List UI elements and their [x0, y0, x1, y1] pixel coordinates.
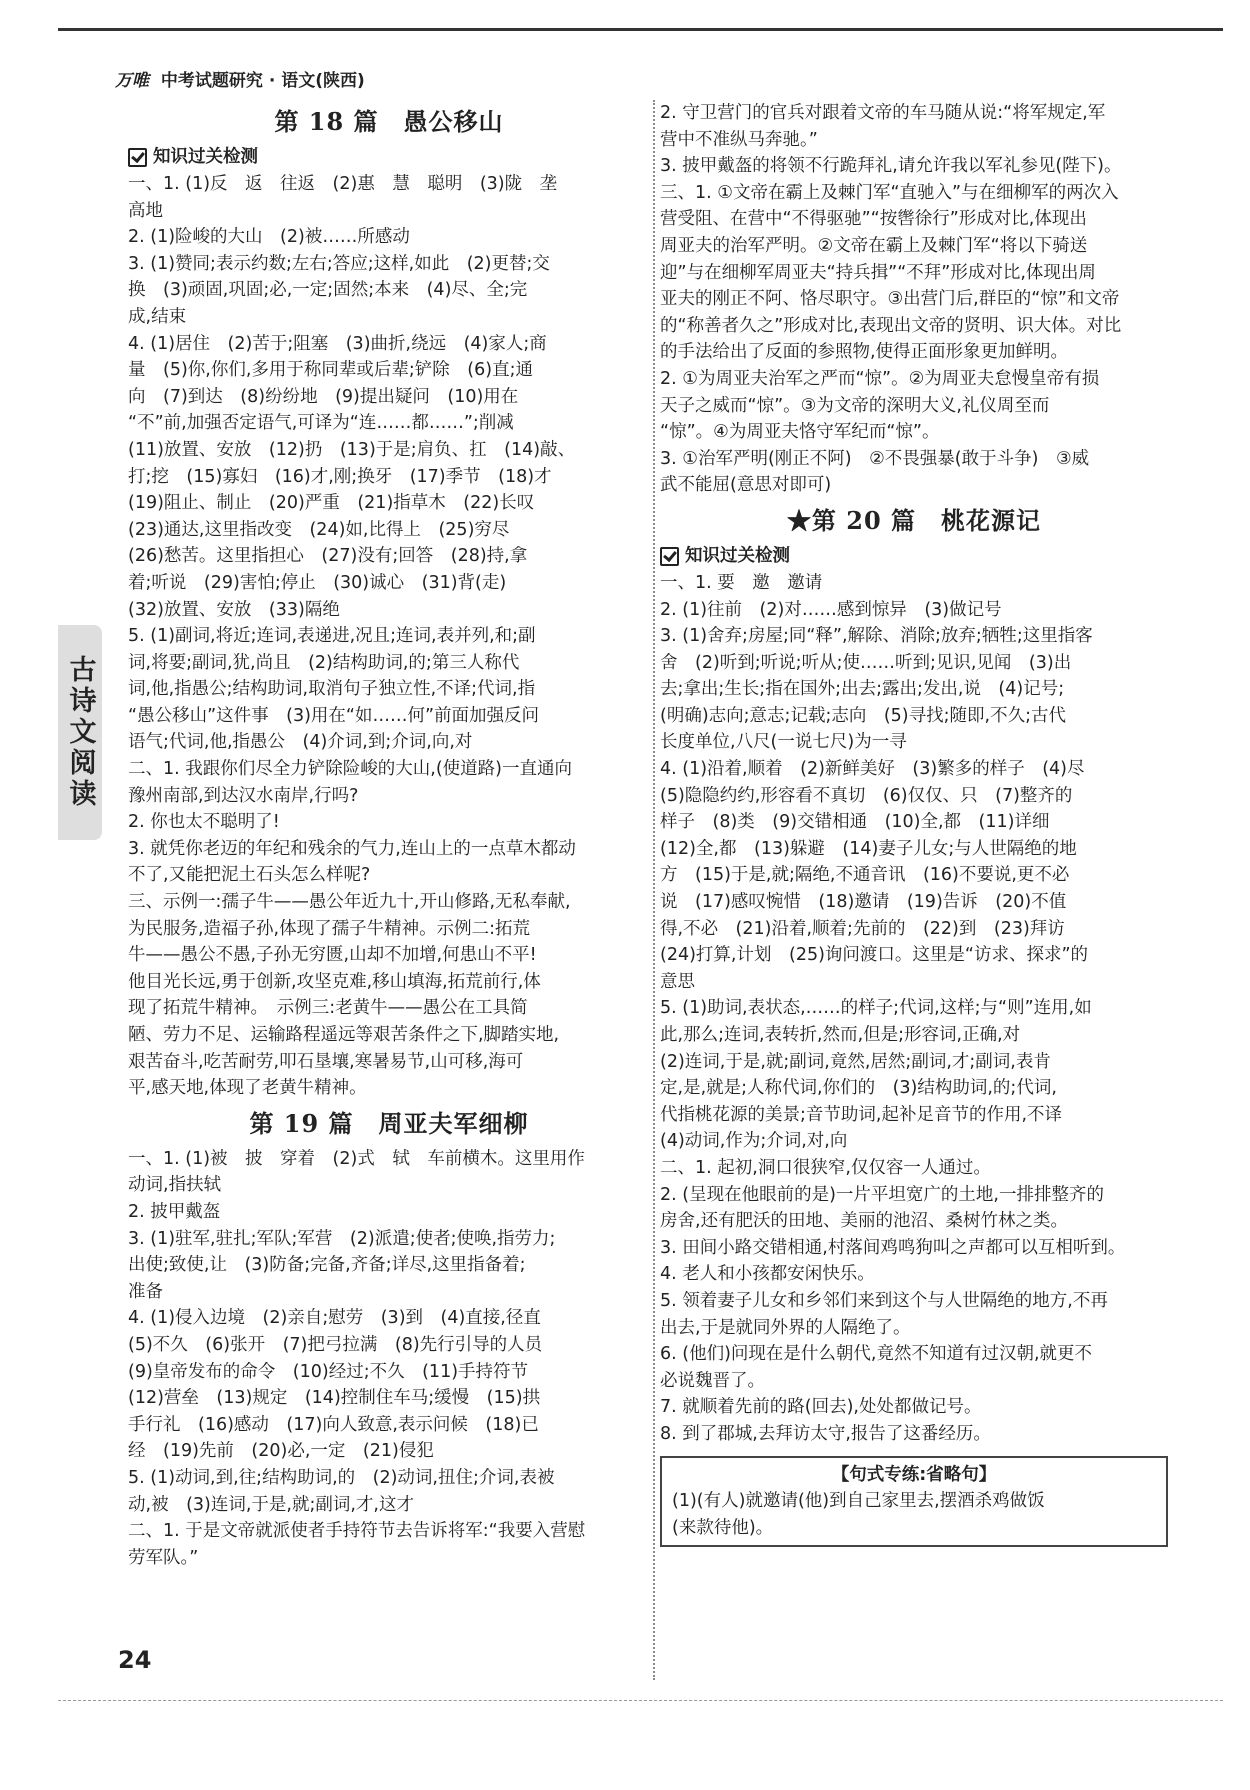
answer-line: (12)营垒 (13)规定 (14)控制住车马;缓慢 (15)拱: [128, 1388, 541, 1409]
answer-line: 3. (1)舍弃;房屋;同“释”,解除、消除;放弃;牺牲;这里指客: [660, 626, 1093, 647]
top-rule: [58, 28, 1223, 31]
answer-line: 3. ①治军严明(刚正不阿) ②不畏强暴(敢于斗争) ③威: [660, 448, 1090, 469]
column-divider: [653, 100, 655, 1680]
answer-line: 5. (1)助词,表状态,……的样子;代词,这样;与“则”连用,如: [660, 998, 1092, 1019]
answer-line: 3. 田间小路交错相通,村落间鸡鸣狗叫之声都可以互相听到。: [660, 1237, 1126, 1258]
answer-line: 2. 守卫营门的官兵对跟着文帝的车马随从说:“将军规定,军: [660, 103, 1106, 123]
answer-line: 亚夫的刚正不阿、恪尽职守。③出营门后,群臣的“惊”和文帝: [660, 289, 1120, 310]
answer-line: 样子 (8)类 (9)交错相通 (10)全,都 (11)详细: [660, 812, 1050, 833]
header-title: 中考试题研究 · 语文(陕西): [160, 71, 365, 91]
answer-line: 3. (1)驻军,驻扎;军队;军营 (2)派遣;使者;使唤,指劳力;: [128, 1228, 556, 1249]
answer-line: 2. 你也太不聪明了!: [128, 812, 280, 833]
answer-line: (4)动词,作为;介词,对,向: [660, 1131, 848, 1152]
answer-line: 劳军队。”: [128, 1547, 199, 1568]
answer-line: 陋、劳力不足、运输路程遥远等艰苦条件之下,脚踏实地,: [128, 1025, 560, 1045]
answer-line: 必说魏晋了。: [660, 1370, 765, 1391]
answer-line: 二、1. 起初,洞口很狭窄,仅仅容一人通过。: [660, 1157, 991, 1178]
box-lines: [672, 1488, 1156, 1541]
answer-line: 2. 披甲戴盔: [128, 1201, 221, 1222]
answer-line: 说 (17)感叹惋惜 (18)邀请 (19)告诉 (20)不值: [660, 892, 1067, 913]
answer-line: 艰苦奋斗,吃苦耐劳,叩石垦壤,寒暑易节,山可移,海可: [128, 1051, 524, 1072]
answer-line: 准备: [128, 1281, 163, 1302]
answer-line: 手行礼 (16)感动 (17)向人致意,表示问候 (18)已: [128, 1414, 539, 1435]
answer-line: 3. 披甲戴盔的将领不行跪拜礼,请允许我以军礼参见(陛下)。: [660, 156, 1122, 177]
answer-line: (5)隐隐约约,形容看不真切 (6)仅仅、只 (7)整齐的: [660, 785, 1073, 806]
answer-line: 5. 领着妻子儿女和乡邻们来到这个与人世隔绝的地方,不再: [660, 1290, 1108, 1311]
chapter-18-title: 第 18 篇 愚公移山: [274, 107, 504, 136]
section-header: [128, 144, 650, 171]
answer-line: 周亚夫的治军严明。②文帝在霸上及棘门军“将以下骑送: [660, 235, 1088, 256]
answer-line: (19)阻止、制止 (20)严重 (21)指草木 (22)长叹: [128, 493, 535, 514]
answer-line: “不”前,加强否定语气,可译为“连……都……”;削减: [128, 413, 514, 434]
page-number: 24: [118, 1646, 152, 1674]
answer-line: 他目光长远,勇于创新,攻坚克难,移山填海,拓荒前行,体: [128, 971, 541, 992]
side-tab: [58, 625, 102, 840]
answer-line: (2)连词,于是,就;副词,竟然,居然;副词,才;副词,表肯: [660, 1051, 1051, 1072]
answer-line: 4. (1)侵入边境 (2)亲自;慰劳 (3)到 (4)直接,径直: [128, 1308, 541, 1329]
answer-line: 5. (1)动词,到,往;结构助词,的 (2)动词,扭住;介词,表被: [128, 1467, 555, 1488]
answer-line: 打;挖 (15)寡妇 (16)才,刚;换牙 (17)季节 (18)才: [128, 466, 552, 487]
answer-line: 的手法给出了反面的参照物,使得正面形象更加鲜明。: [660, 342, 1069, 363]
answer-line: 8. 到了郡城,去拜访太守,报告了这番经历。: [660, 1423, 991, 1444]
left-column: [128, 100, 650, 1571]
box-title: 【句式专练:省略句】: [831, 1464, 997, 1485]
answer-line: 2. ①为周亚夫治军之严而“惊”。②为周亚夫怠慢皇帝有损: [660, 368, 1100, 389]
bottom-rule: [58, 1700, 1223, 1701]
answer-line: (24)打算,计划 (25)询问渡口。这里是“访求、探求”的: [660, 945, 1089, 966]
answer-line: 长度单位,八尺(一说七尺)为一寻: [660, 732, 907, 753]
answer-line: 二、1. 我跟你们尽全力铲除险峻的大山,(使道路)一直通向: [128, 759, 572, 780]
answer-line: 词,他,指愚公;结构助词,取消句子独立性,不译;代词,指: [128, 679, 536, 700]
answer-line: 3. (1)赞同;表示约数;左右;答应;这样,如此 (2)更替;交: [128, 253, 550, 274]
answer-line: “惊”。④为周亚夫恪守军纪而“惊”。: [660, 422, 940, 443]
section-label: 知识过关检测: [685, 546, 790, 567]
answer-line: (32)放置、安放 (33)隔绝: [128, 599, 340, 620]
answer-line: 2. (1)往前 (2)对……感到惊异 (3)做记号: [660, 599, 1002, 620]
answer-line: 动,被 (3)连词,于是,就;副词,才,这才: [128, 1494, 414, 1515]
answer-line: 天子之威而“惊”。③为文帝的深明大义,礼仪周至而: [660, 395, 1050, 416]
answer-line: 平,感天地,体现了老黄牛精神。: [128, 1078, 367, 1099]
answer-line: 豫州南部,到达汉水南岸,行吗?: [128, 785, 359, 806]
answer-line: 2. (1)险峻的大山 (2)被……所感动: [128, 227, 410, 248]
answer-line: 意思: [660, 971, 695, 992]
answer-line: (明确)志向;意志;记载;志向 (5)寻找;随即,不久;古代: [660, 705, 1066, 726]
answer-line: 二、1. 于是文帝就派使者手持符节去告诉将军:“我要入营慰: [128, 1521, 586, 1542]
answer-line: 词,将要;副词,犹,尚且 (2)结构助词,的;第三人称代: [128, 652, 520, 673]
answer-line: 一、1. (1)被 披 穿着 (2)式 轼 车前横木。这里用作: [128, 1148, 585, 1169]
answer-line: 不了,又能把泥土石头怎么样呢?: [128, 865, 371, 886]
sentence-practice-box: [660, 1456, 1168, 1548]
answer-line: 语气;代词,他,指愚公 (4)介词,到;介词,向,对: [128, 732, 473, 753]
answer-line: 成,结束: [128, 306, 187, 327]
answer-line: (来款待他)。: [672, 1517, 774, 1538]
answer-line: (12)全,都 (13)躲避 (14)妻子儿女;与人世隔绝的地: [660, 838, 1077, 859]
answer-line: 三、示例一:孺子牛——愚公年近九十,开山修路,无私奉献,: [128, 892, 571, 913]
answer-line: (9)皇帝发布的命令 (10)经过;不久 (11)手持符节: [128, 1361, 529, 1382]
chapter-19-answers: [128, 1146, 650, 1572]
answer-line: 武不能屈(意思对即可): [660, 475, 832, 496]
answer-line: 换 (3)顽固,巩固;必,一定;固然;本来 (4)尽、全;完: [128, 280, 528, 301]
answer-line: 向 (7)到达 (8)纷纷地 (9)提出疑问 (10)用在: [128, 386, 519, 407]
answer-line: 出使;致使,让 (3)防备;完备,齐备;详尽,这里指备着;: [128, 1255, 526, 1276]
chapter-19-answers-cont: [660, 100, 1168, 499]
answer-line: 方 (15)于是,就;隔绝,不通音讯 (16)不要说,更不必: [660, 865, 1070, 886]
answer-line: 三、1. ①文帝在霸上及棘门军“直驰入”与在细柳军的两次入: [660, 182, 1119, 203]
answer-line: 出去,于是就同外界的人隔绝了。: [660, 1317, 911, 1338]
answer-line: 房舍,还有肥沃的田地、美丽的池沼、桑树竹林之类。: [660, 1211, 1069, 1232]
answer-line: 高地: [128, 200, 163, 221]
chapter-20-title: ★第 20 篇 桃花源记: [786, 505, 1042, 535]
answer-line: 的“称善者久之”形成对比,表现出文帝的贤明、识大体。对比: [660, 315, 1122, 336]
answer-line: 一、1. (1)反 返 往返 (2)惠 慧 聪明 (3)陇 垄: [128, 174, 558, 194]
brand-logo: 万唯: [115, 71, 149, 91]
answer-line: 4. 老人和小孩都安闲快乐。: [660, 1264, 875, 1285]
answer-line: 代指桃花源的美景;音节助词,起补足音节的作用,不译: [660, 1104, 1063, 1125]
answer-line: 动词,指扶轼: [128, 1175, 222, 1196]
answer-line: 舍 (2)听到;听说;听从;使……听到;见识,见闻 (3)出: [660, 652, 1072, 673]
answer-line: 2. (呈现在他眼前的是)一片平坦宽广的土地,一排排整齐的: [660, 1184, 1104, 1205]
answer-line: 定,是,就是;人称代词,你们的 (3)结构助词,的;代词,: [660, 1078, 1057, 1099]
chapter-19-title: 第 19 篇 周亚夫军细柳: [249, 1108, 529, 1138]
answer-line: 为民服务,造福子孙,体现了孺子牛精神。示例二:拓荒: [128, 918, 531, 939]
answer-line: 此,那么;连词,表转折,然而,但是;形容词,正确,对: [660, 1025, 1021, 1045]
chapter-18-answers: [128, 171, 650, 1102]
side-tab-label: 古诗文阅读: [64, 655, 96, 810]
answer-line: 量 (5)你,你们,多用于称同辈或后辈;铲除 (6)直;通: [128, 360, 533, 381]
answer-line: (26)愁苦。这里指担心 (27)没有;回答 (28)持,拿: [128, 546, 528, 567]
chapter-20-answers: [660, 570, 1168, 1448]
answer-line: 3. 就凭你老迈的年纪和残余的气力,连山上的一点草木都动: [128, 838, 576, 859]
answer-line: “愚公移山”这件事 (3)用在“如……何”前面加强反问: [128, 705, 540, 726]
answer-line: 牛——愚公不愚,子孙无穷匮,山却不加增,何患山不平!: [128, 945, 537, 966]
answer-line: (5)不久 (6)张开 (7)把弓拉满 (8)先行引导的人员: [128, 1334, 543, 1355]
checkbox-icon: [660, 547, 679, 566]
answer-line: 营中不准纵马奔驰。”: [660, 129, 818, 150]
section-header: [660, 543, 1168, 570]
answer-line: (23)通达,这里指改变 (24)如,比得上 (25)穷尽: [128, 519, 510, 540]
answer-line: (1)(有人)就邀请(他)到自己家里去,摆酒杀鸡做饭: [672, 1491, 1045, 1512]
answer-line: 现了拓荒牛精神。 示例三:老黄牛——愚公在工具简: [128, 998, 528, 1019]
answer-line: 营受阻、在营中“不得驱驰”“按辔徐行”形成对比,体现出: [660, 209, 1087, 230]
answer-line: 经 (19)先前 (20)必,一定 (21)侵犯: [128, 1441, 434, 1462]
answer-line: 6. (他们)问现在是什么朝代,竟然不知道有过汉朝,就更不: [660, 1344, 1093, 1365]
answer-line: 4. (1)居住 (2)苦于;阻塞 (3)曲折,绕远 (4)家人;商: [128, 333, 547, 354]
checkbox-icon: [128, 148, 147, 167]
page-header: [115, 66, 365, 91]
answer-line: 一、1. 要 邀 邀请: [660, 572, 823, 593]
answer-line: 去;拿出;生长;指在国外;出去;露出;发出,说 (4)记号;: [660, 679, 1065, 700]
answer-line: 得,不必 (21)沿着,顺着;先前的 (22)到 (23)拜访: [660, 918, 1065, 939]
answer-line: 着;听说 (29)害怕;停止 (30)诚心 (31)背(走): [128, 572, 507, 593]
answer-line: 4. (1)沿着,顺着 (2)新鲜美好 (3)繁多的样子 (4)尽: [660, 759, 1085, 780]
answer-line: 5. (1)副词,将近;连词,表递进,况且;连词,表并列,和;副: [128, 626, 536, 647]
right-column: [660, 100, 1168, 1547]
answer-line: 7. 就顺着先前的路(回去),处处都做记号。: [660, 1397, 982, 1418]
section-label: 知识过关检测: [153, 147, 258, 168]
answer-line: (11)放置、安放 (12)扔 (13)于是;肩负、扛 (14)敲、: [128, 439, 576, 460]
answer-line: 迎”与在细柳军周亚夫“持兵揖”“不拜”形成对比,体现出周: [660, 262, 1096, 283]
